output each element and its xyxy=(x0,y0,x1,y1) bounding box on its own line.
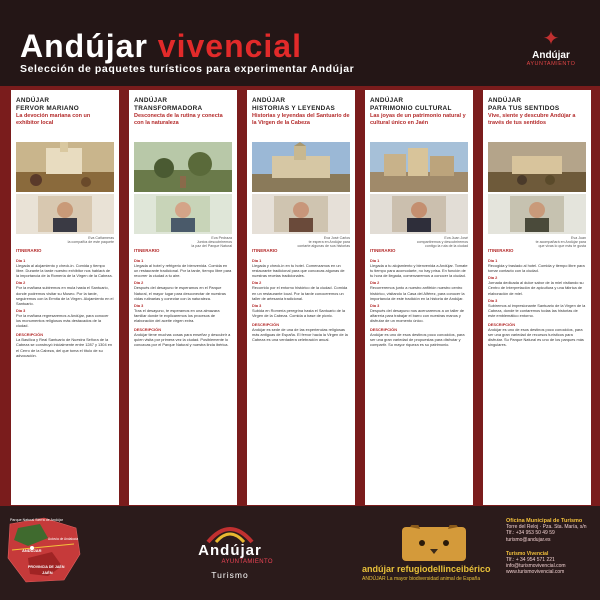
panel-header xyxy=(134,97,232,143)
panel-tagline: Historias y leyendas del Santuario de la Virgen de la Cabeza xyxy=(252,113,350,126)
andujar-sun-icon xyxy=(200,520,260,544)
title-part-1: Andújar xyxy=(20,28,148,64)
panel-body: Día 1 Recogida y traslado al hotel. Comida y tiempo libre para tomar contacto con la ciudad. Día 2 Jornada dedicada al dulce sabor de la miel visitando su Centro de Interpretación de apicultura y una fábrica de elaboración de miel. Día 3 Subiremos al impresionante Santuario de la Virgen de la Cabeza, donde te contaremos todas las historias de este emblemático entorno. DESCRIPCIÓN Andújar es uno de esos destinos poco conocidos, para ser una gran variedad de recursos turísticos para disfrutar. Su Parque Natural es uno de los parques más singulares. xyxy=(488,258,586,348)
map-label-parque: Parque Natural Sierra de Andújar xyxy=(10,518,63,522)
panel-body: Día 1 Llegada al alojamiento y check-in. Comida y tiempo libre. Durante la tarde nuestro exhibitor nos hablará de la importancia de la Romería de la Virgen de la Cabeza. Día 2 Por la mañana subiremos en mula hasta el Santuario, donde podremos visitar su Museo. Por la tarde, seguiremos con la Ermita de la Virgen. Alojamiento en el Santuario. Día 3 Por la mañana regresaremos a Andújar, para conocer los monumentos religiosos más destacados de la ciudad. DESCRIPCIÓN La Basílica y Real Santuario de Nuestra Señora de la Cabeza se construyó inicialmente entre 1287 y 1304 en el Cerro de la Cabeza, del que toma el título de su advocación. xyxy=(16,258,114,358)
panel-tagline: Desconecta de la rutina y conecta con la naturaleza xyxy=(134,113,223,126)
panel-photo-host xyxy=(370,194,468,234)
office-phone: Tlf.: +34 953 50 49 59 xyxy=(506,530,555,537)
host-caption: Eva Pedraza Juntos descubriremos la paz del Parque Natural xyxy=(191,236,232,248)
header xyxy=(0,0,600,86)
map-label-jaen: JAÉN xyxy=(42,570,53,575)
host-caption: Eva Juan José compartiremos y descubriremos contigo la ruta de la ciudad xyxy=(416,236,468,248)
panel-title: ANDÚJAR FERVOR MARIANO xyxy=(16,97,80,112)
lynx-icon xyxy=(362,525,506,563)
panel-photo-main xyxy=(16,142,114,192)
logo-sub: AYUNTAMIENTO xyxy=(526,61,576,67)
panel-title: ANDÚJAR HISTORIAS Y LEYENDAS xyxy=(252,97,336,112)
lince-tagline: ANDÚJAR La mayor biodiversidad animal de España xyxy=(362,576,481,582)
panel-photo-host xyxy=(16,194,114,234)
logo-name: Andújar xyxy=(532,50,570,61)
andujar-footer-logo xyxy=(175,520,285,590)
panel-fervor-mariano xyxy=(11,90,119,505)
panel-photo-host xyxy=(488,194,586,234)
host-caption: Eva Juan te acompañará en Andújar para que vivas lo que más te gusta xyxy=(535,236,586,248)
panel-photo-host xyxy=(134,194,232,234)
panel-photo-host xyxy=(252,194,350,234)
crest-icon: ✦ xyxy=(542,28,560,50)
panel-header xyxy=(370,97,468,143)
office-title: Oficina Municipal de Turismo xyxy=(506,518,583,524)
page-subtitle: Selección de paquetes turísticos para experimentar Andújar xyxy=(20,63,355,75)
panel-body: Día 1 Llegada a tu alojamiento y bienvenida a Andújar. Tomate tu tiempo para acomodarte, no hay prisa. En función de tu hora de llegada, comenzaremos a conocer la ciudad. Día 2 Recorreremos junto a nuestro anfitrión nuestro centro histórico, visitando la Casa del Alférez, para conocer la importancia de este tradición en la historia de Andújar. Día 3 Después del desayuno nos acercaremos a un taller de alfarería para trabajar el barro con nuestras manos y disfrutar de un momento único. DESCRIPCIÓN Andújar es uno de esos destinos poco conocidos, para ser una gran variedad de propuestas para disfrutar y compartir. Su mayor riqueza es su patrimonio. xyxy=(370,258,468,348)
panel-photo-main xyxy=(134,142,232,192)
itinerary-label: ITINERARIO xyxy=(488,248,514,253)
panel-historias-leyendas xyxy=(247,90,355,505)
host-caption: Eva Cañameras la compañía de este paquete xyxy=(67,236,114,244)
footer-logo-ayto: AYUNTAMIENTO xyxy=(221,559,273,565)
panel-title: ANDÚJAR TRANSFORMADORA xyxy=(134,97,203,112)
vivencial-phone: Tlf.: + 34 954 571 221 xyxy=(506,557,555,564)
panel-transformadora xyxy=(129,90,237,505)
itinerary-label: ITINERARIO xyxy=(252,248,278,253)
panel-body: Día 1 Llegada y check-in en tu hotel. Comenzamos en un restaurante tradicional para que conozcas algunas de nuestras recetas tradicionales. Día 2 Recorrido por el entorno histórico de la ciudad. Comida en un restaurante local. Por la tarde conoceremos un taller de artesanía tradicional. Día 3 Subida en Romería peregrina hasta el Santuario de la Virgen de la Cabeza. Comida a base de picnic. DESCRIPCIÓN Andújar es sede de una de las experiencias religiosas más antiguas de España. El fervor hacia la Virgen de la Cabeza es una verdadera celebración anual. xyxy=(252,258,348,343)
contact-info xyxy=(506,518,598,596)
vivencial-title: Turismo Vivencial xyxy=(506,550,549,557)
panel-patrimonio-cultural xyxy=(365,90,473,505)
map-label-andujar: ANDÚJAR xyxy=(22,548,42,553)
host-caption: Eva José Carlos te espera en Andújar para contarte algunas de sus historias xyxy=(297,236,350,248)
page-title xyxy=(20,28,302,65)
lince-logo xyxy=(362,525,506,585)
vivencial-web[interactable]: www.turismovivencial.com xyxy=(506,569,565,576)
map-label-autovia: Autovía de Andalucía xyxy=(48,537,79,541)
panel-photo-main xyxy=(488,142,586,192)
footer-logo-tourism: Turismo xyxy=(211,570,249,580)
lince-wordmark: andújar refugiodellinceibérico xyxy=(362,564,491,574)
panel-title: ANDÚJAR PARA TUS SENTIDOS xyxy=(488,97,560,112)
panel-header xyxy=(488,97,586,143)
panel-header xyxy=(252,97,350,143)
panel-header xyxy=(16,97,114,143)
itinerary-label: ITINERARIO xyxy=(134,248,160,253)
panel-title: ANDÚJAR PATRIMONIO CULTURAL xyxy=(370,97,452,112)
location-map xyxy=(4,514,84,586)
office-email[interactable]: turismo@andujar.es xyxy=(506,536,551,543)
itinerary-label: ITINERARIO xyxy=(16,248,42,253)
panel-para-tus-sentidos xyxy=(483,90,591,505)
ayuntamiento-logo xyxy=(520,28,582,74)
map-label-provincia: PROVINCIA DE JAÉN xyxy=(28,565,65,569)
vivencial-email[interactable]: info@turismovivencial.com xyxy=(506,563,566,570)
itinerary-label: ITINERARIO xyxy=(370,248,396,253)
footer-logo-name: Andújar xyxy=(198,542,262,559)
panel-tagline: La devoción mariana con un exhibitor local xyxy=(16,113,91,126)
panel-body: Día 1 Llegada al hotel y refrigerio de bienvenida. Comida en un restaurante tradicional. Por la tarde, tiempo libre para recorrer la ciudad a tu aire. Día 2 Después del desayuno te esperamos en el Parque Natural, el mayor lugar para desconectar de nuestras vidas rutinarias y conectar con la naturaleza. Día 3 Tras el desayuno, te esperamos en una almazara familiar donde te explicaremos los procesos de elaboración del aceite virgen extra. DESCRIPCIÓN Andújar tiene muchas cosas para enseñar y descubrir a quien visita por primera vez la ciudad. Posiblemente lo conozcas por el Parque Natural y nuestra linda ibérica. xyxy=(134,258,232,348)
panel-photo-main xyxy=(252,142,350,192)
office-address: Torre del Reloj · Pza. Sta. María, s/n xyxy=(506,524,587,531)
panel-tagline: Vive, siente y descubre Andújar a través de tus sentidos xyxy=(488,113,576,126)
panel-tagline: Las joyas de un patrimonio natural y cultural único en Jaén xyxy=(370,113,466,126)
title-part-2: vivencial xyxy=(157,28,302,64)
panel-photo-main xyxy=(370,142,468,192)
